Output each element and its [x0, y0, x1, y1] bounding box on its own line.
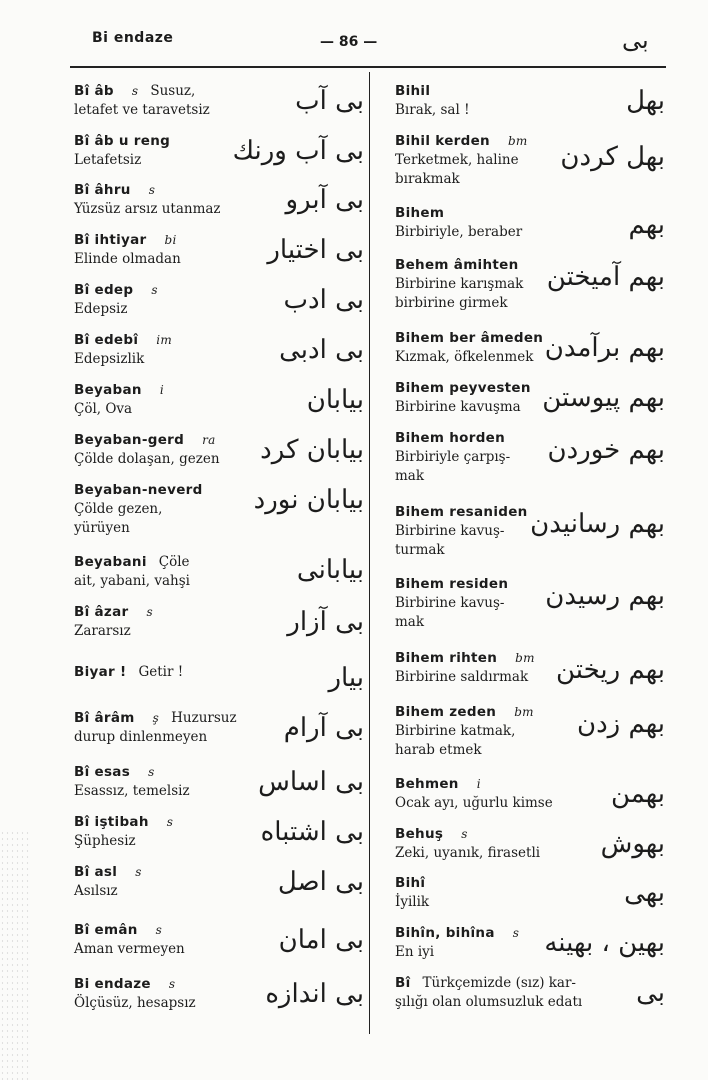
arabic-script: بى اساس	[258, 767, 364, 797]
arabic-script: بى آرام	[283, 713, 364, 743]
entry-text	[74, 663, 364, 682]
grammar-abbreviation: s	[146, 605, 153, 619]
arabic-script: بى آب ورنك	[232, 136, 364, 166]
arabic-script: بيابان كرد	[260, 435, 364, 465]
definition-line: Asılsız	[74, 883, 118, 899]
headword: Bî	[395, 975, 411, 991]
headword: Bihem	[395, 205, 445, 221]
arabic-script: بهم رسانيدن	[530, 509, 665, 539]
definition-line: durup dinlenmeyen	[74, 729, 208, 745]
definition-line: Getir !	[138, 664, 184, 680]
grammar-abbreviation: s	[151, 283, 158, 297]
headword: Bî esas	[74, 764, 131, 780]
definition-line: En iyi	[395, 944, 435, 960]
definition-line: Birbirine karışmak	[395, 276, 524, 292]
definition-line: Birbirine katmak,	[395, 723, 516, 739]
definition-line: Birbiriyle, beraber	[395, 224, 523, 240]
grammar-abbreviation: s	[148, 183, 156, 197]
definition-line: bırakmak	[395, 171, 460, 187]
grammar-abbreviation: s	[166, 815, 174, 829]
headword: Behmen	[395, 776, 459, 792]
grammar-abbreviation: s	[168, 977, 176, 991]
arabic-script: بى امان	[278, 925, 364, 955]
arabic-script: بيابانى	[296, 555, 364, 585]
headword: Biyar !	[74, 664, 127, 680]
headword: Bî edebî	[74, 332, 139, 348]
headword: Bî ihtiyar	[74, 232, 147, 248]
definition-line: Esassız, temelsiz	[74, 783, 190, 799]
definition-line: Türkçemizde (sız) kar-	[422, 975, 576, 991]
definition-line: Terketmek, haline	[395, 152, 519, 168]
definition-line: Ocak ayı, uğurlu kimse	[395, 795, 553, 811]
definition-line: Letafetsiz	[74, 152, 142, 168]
arabic-script: بهل كردن	[560, 142, 665, 172]
definition-line: yürüyen	[74, 520, 130, 536]
page-header	[0, 0, 708, 64]
definition-line: Edepsizlik	[74, 351, 145, 367]
definition-line: Şüphesiz	[74, 833, 136, 849]
definition-line: Edepsiz	[74, 301, 128, 317]
definition-line: harab etmek	[395, 742, 482, 758]
running-head-arabic: بى	[622, 26, 649, 54]
definition-line: Birbirine kavuş-	[395, 523, 505, 539]
arabic-script: بيابان	[306, 385, 364, 415]
arabic-script: بى ادب	[283, 285, 364, 315]
arabic-script: بيار	[328, 663, 364, 693]
definition-line: letafet ve taravetsiz	[74, 102, 210, 118]
definition-line: birbirine girmek	[395, 295, 508, 311]
entry-headline	[395, 204, 665, 223]
definition-line: turmak	[395, 542, 445, 558]
arabic-script: بهم آميختن	[546, 262, 665, 292]
headword: Bihî	[395, 875, 426, 891]
arabic-script: بى آزار	[287, 607, 364, 637]
entry-text	[395, 204, 665, 242]
entry-headline	[74, 663, 364, 682]
definition-line: şılığı olan olumsuzluk edatı	[395, 994, 583, 1010]
definition-line: Bırak, sal !	[395, 102, 470, 118]
definition-line: İyilik	[395, 894, 430, 910]
headword: Bihem peyvesten	[395, 380, 531, 396]
grammar-abbreviation: s	[131, 84, 139, 98]
arabic-script: بهم	[628, 210, 665, 240]
headword: Bihem resaniden	[395, 504, 528, 520]
grammar-abbreviation: s	[512, 926, 520, 940]
headword: Bihem zeden	[395, 704, 497, 720]
entry-text	[395, 82, 665, 120]
arabic-script: بى آب	[295, 86, 364, 116]
arabic-script: بى	[636, 978, 665, 1008]
headword: Bihem ber âmeden	[395, 330, 544, 346]
headword: Bihem horden	[395, 430, 506, 446]
paper-speckle	[0, 830, 30, 1080]
arabic-script: بهم زدن	[576, 709, 665, 739]
arabic-script: بهمن	[610, 779, 665, 809]
entry-headline	[395, 82, 665, 101]
grammar-abbreviation: im	[156, 333, 173, 347]
definition-line: mak	[395, 614, 425, 630]
column-divider	[369, 72, 370, 1034]
entry-text	[395, 974, 665, 1012]
arabic-script: بى اندازه	[265, 979, 364, 1009]
definition-line: Çölde gezen,	[74, 501, 163, 517]
arabic-script: بى اشتباه	[260, 817, 364, 847]
definition-line: Zararsız	[74, 623, 131, 639]
grammar-abbreviation: bm	[507, 134, 528, 148]
definition-line: mak	[395, 468, 425, 484]
definition-line: Ölçüsüz, hesapsız	[74, 995, 196, 1011]
grammar-abbreviation: bm	[515, 651, 535, 665]
definition-line: Yüzsüz arsız utanmaz	[74, 201, 221, 217]
headword: Beyabani	[74, 554, 147, 570]
arabic-script: بهل	[626, 86, 665, 116]
headword: Bî âb u reng	[74, 133, 171, 149]
headword: Bi endaze	[74, 976, 151, 992]
headword: Behem âmihten	[395, 257, 519, 273]
arabic-script: بيابان نورد	[253, 485, 364, 515]
headword: Bî asl	[74, 864, 118, 880]
arabic-script: بهين ، بهينه	[544, 928, 665, 958]
definition-line: ait, yabani, vahşi	[74, 573, 190, 589]
definition-line: Birbirine kavuşma	[395, 399, 521, 415]
headword: Beyaban-neverd	[74, 482, 203, 498]
definition-line: Aman vermeyen	[74, 941, 185, 957]
grammar-abbreviation: s	[148, 765, 155, 779]
grammar-abbreviation: s	[461, 827, 468, 841]
definition-line: Birbirine kavuş-	[395, 595, 505, 611]
arabic-script: بى آبرو	[285, 185, 364, 215]
definition-line: Huzursuz	[171, 710, 237, 726]
definition-line: Çöl, Ova	[74, 401, 133, 417]
grammar-abbreviation: bi	[164, 233, 177, 247]
definition-line: Birbirine saldırmak	[395, 669, 529, 685]
definition-line: Çölde dolaşan, gezen	[74, 451, 220, 467]
headword: Bî âb	[74, 83, 114, 99]
grammar-abbreviation: i	[159, 383, 164, 397]
arabic-script: بى اصل	[277, 867, 364, 897]
page-number: — 86 —	[320, 34, 378, 50]
headword: Bî emân	[74, 922, 138, 938]
definition-line: Birbiriyle çarpış-	[395, 449, 511, 465]
grammar-abbreviation: bm	[514, 705, 534, 719]
headword: Beyaban	[74, 382, 142, 398]
arabic-script: بهم رسيدن	[545, 581, 665, 611]
headword: Bî âhru	[74, 182, 131, 198]
definition-line: Zeki, uyanık, firasetli	[395, 845, 541, 861]
headword: Bihil kerden	[395, 133, 490, 149]
definition-line: Çöle	[158, 554, 190, 570]
headword: Bihem residen	[395, 576, 509, 592]
headword: Bî âzar	[74, 604, 129, 620]
headword: Beyaban-gerd	[74, 432, 185, 448]
grammar-abbreviation: i	[476, 777, 481, 791]
arabic-script: بهى	[624, 878, 665, 908]
entry-headline	[395, 974, 665, 993]
headword: Bî ârâm	[74, 710, 135, 726]
grammar-abbreviation: ş	[152, 711, 160, 725]
definition-line: Elinde olmadan	[74, 251, 181, 267]
headword: Bihîn, bihîna	[395, 925, 495, 941]
arabic-script: بهم خوردن	[547, 435, 665, 465]
definition-line: Kızmak, öfkelenmek	[395, 349, 534, 365]
headword: Behuş	[395, 826, 444, 842]
grammar-abbreviation: ra	[202, 433, 216, 447]
arabic-script: بهم پيوستن	[542, 383, 665, 413]
headword: Bihem rihten	[395, 650, 498, 666]
top-rule	[70, 66, 666, 68]
arabic-script: بى ادبى	[279, 335, 364, 365]
headword: Bihil	[395, 83, 431, 99]
arabic-script: بهوش	[600, 829, 665, 859]
arabic-script: بى اختيار	[267, 235, 364, 265]
arabic-script: بهم برآمدن	[544, 333, 665, 363]
grammar-abbreviation: s	[135, 865, 142, 879]
headword: Bî edep	[74, 282, 134, 298]
headword: Bî iştibah	[74, 814, 149, 830]
running-head: Bi endaze	[92, 30, 174, 46]
arabic-script: بهم ريختن	[555, 655, 665, 685]
grammar-abbreviation: s	[155, 923, 163, 937]
definition-line: Susuz,	[150, 83, 196, 99]
